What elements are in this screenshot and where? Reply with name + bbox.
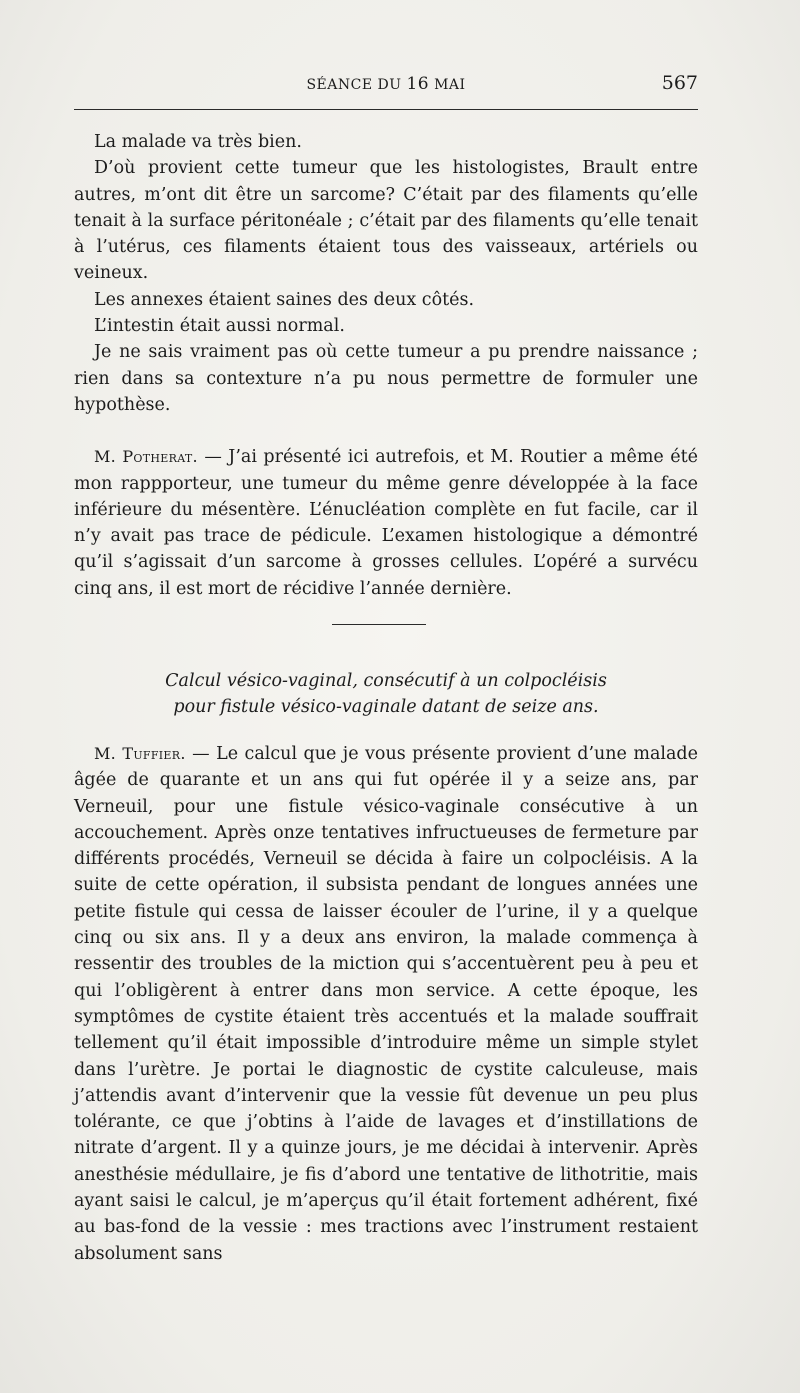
tuffier-paragraph xyxy=(74,741,698,1267)
running-title xyxy=(74,74,698,94)
title-day: 16 xyxy=(406,74,430,94)
header-rule xyxy=(74,109,698,110)
section-heading-line1: Calcul vésico-vaginal, consécutif à un colpocléisis xyxy=(165,671,607,691)
title-prefix: SÉANCE DU xyxy=(306,77,402,93)
body-text-top xyxy=(74,129,698,602)
speaker-text: — Le calcul que je vous présente provient d’une malade âgée de quarante et un ans qui fut opérée il y a seize ans, par Verneuil, pour une fistule vésico-vaginale consécutive à un accouchement. Après onze tentatives infructueuses de fermeture par différents procédés, Verneuil se décida à faire un colpocléisis. A la suite de cette opération, il subsista pendant de longues années une petite fistule qui cessa de laisser écouler de l’urine, il y a quelque cinq ou six ans. Il y a deux ans environ, la malade commença à ressentir des troubles de la miction qui s’accentuèrent peu à peu et qui l’obligèrent à entrer dans mon service. A cette époque, les symptômes de cystite étaient très accentués et la malade souffrait tellement qu’il était impossible d’introduire même un simple stylet dans l’urètre. Je portai le diagnostic de cystite calculeuse, mais j’attendis avant d’intervenir que la vessie fût devenue un peu plus tolérante, ce que j’obtins à l’aide de lavages et d’instillations de nitrate d’argent. Il y a quinze jours, je me décidai à intervenir. Après anesthésie médullaire, je fis d’abord une tentative de lithotritie, mais ayant saisi le calcul, je m’aperçus qu’il était fortement adhérent, fixé au bas-fond de la vessie : mes tractions avec l’instrument restaient absolument sans xyxy=(74,744,698,1264)
section-separator xyxy=(332,624,426,625)
body-text-bottom xyxy=(74,741,698,1267)
speaker-name: M. Potherat. xyxy=(94,447,198,467)
paragraph: La malade va très bien. xyxy=(94,132,302,152)
paragraph: Je ne sais vraiment pas où cette tumeur a pu prendre naissance ; rien dans sa contexture n’a pu nous permettre de formuler une hypothèse. xyxy=(74,342,698,415)
title-month: MAI xyxy=(434,77,466,93)
page-number: 567 xyxy=(661,72,698,94)
running-header xyxy=(74,72,698,96)
speaker-name: M. Tuffier. xyxy=(94,744,186,763)
paragraph: L’intestin était aussi normal. xyxy=(94,316,345,337)
speaker-text: — J’ai présenté ici autrefois, et M. Routier a même été mon rappporteur, une tumeur du même genre développée à la face inférieure du mésentère. L’énucléation complète en fut facile, car il n’y avait pas trace de pédicule. L’examen histologique a démontré qu’il s’agissait d’un sarcome à grosses cellules. L’opéré a survécu cinq ans, il est mort de récidive l’année dernière. xyxy=(74,447,698,599)
section-heading xyxy=(74,668,698,720)
section-heading-line2: pour fistule vésico-vaginale datant de seize ans. xyxy=(173,697,599,717)
paragraph: Les annexes étaient saines des deux côtés. xyxy=(94,289,475,310)
potherat-paragraph xyxy=(74,444,698,602)
paragraph: D’où provient cette tumeur que les histologistes, Brault entre autres, m’ont dit être un sarcome? C’était par des filaments qu’elle tenait à la surface péritonéale ; c’était par des filaments qu’elle tenait à l’utérus, ces filaments étaient tous des vaisseaux, artériels ou veineux. xyxy=(74,158,698,284)
